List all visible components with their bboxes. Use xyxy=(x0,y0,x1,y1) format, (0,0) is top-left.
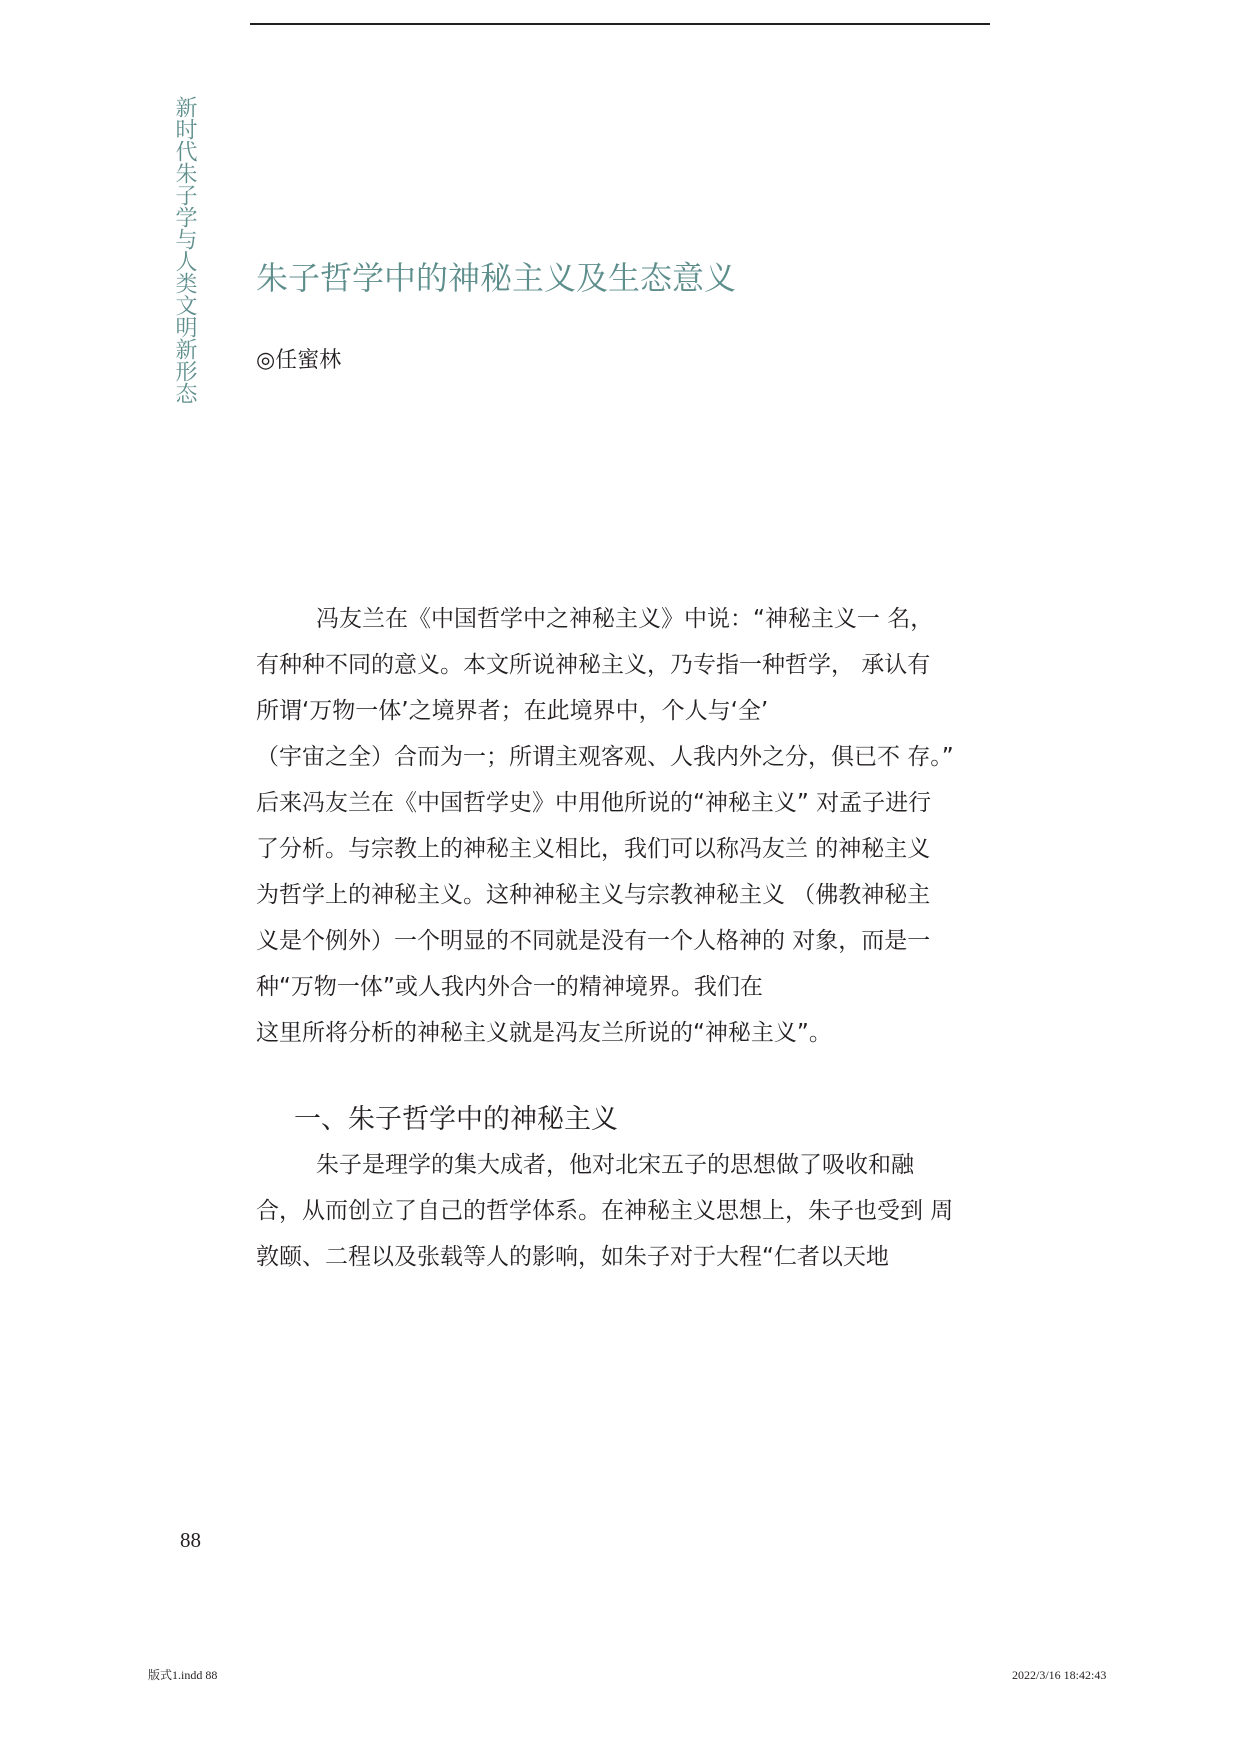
running-head-vertical: 新时代朱子学与人类文明新形态 xyxy=(172,96,197,404)
paragraph-line: 了分析。与宗教上的神秘主义相比，我们可以称冯友兰 的神秘主义 xyxy=(256,836,931,862)
paragraph-line: 敦颐、二程以及张载等人的影响，如朱子对于大程“仁者以天地 xyxy=(256,1244,889,1270)
author-byline: ◎任蜜林 xyxy=(256,348,342,373)
paragraph-line: 冯友兰在《中国哲学中之神秘主义》中说：“神秘主义一 名， xyxy=(316,606,934,632)
footer-timestamp: 2022/3/16 18:42:43 xyxy=(1012,1668,1107,1682)
page-number: 88 xyxy=(180,1528,201,1552)
paragraph-line: 义是个例外）一个明显的不同就是没有一个人格神的 对象，而是一 xyxy=(256,928,931,954)
paragraph-line: 后来冯友兰在《中国哲学史》中用他所说的“神秘主义” 对孟子进行 xyxy=(256,790,932,816)
footer-file-slug: 版式1.indd 88 xyxy=(148,1668,218,1682)
section-heading: 一、朱子哲学中的神秘主义 xyxy=(294,1104,618,1135)
intro-paragraph xyxy=(256,596,996,1056)
paragraph-line: 这里所将分析的神秘主义就是冯友兰所说的“神秘主义”。 xyxy=(256,1020,832,1046)
paragraph-line: 朱子是理学的集大成者，他对北宋五子的思想做了吸收和融 xyxy=(316,1152,914,1178)
paragraph-line: 种“万物一体”或人我内外合一的精神境界。我们在 xyxy=(256,974,763,1000)
top-rule xyxy=(250,23,990,25)
paragraph-line: 为哲学上的神秘主义。这种神秘主义与宗教神秘主义 （佛教神秘主 xyxy=(256,882,931,908)
section-1-paragraph xyxy=(256,1142,996,1280)
paragraph-line: 合，从而创立了自己的哲学体系。在神秘主义思想上，朱子也受到 周 xyxy=(256,1198,954,1224)
article-title: 朱子哲学中的神秘主义及生态意义 xyxy=(256,259,737,297)
paragraph-line: （宇宙之全）合而为一；所谓主观客观、人我内外之分，俱已不 存。” xyxy=(256,744,954,770)
paragraph-line: 所谓‘万物一体’之境界者；在此境界中，个人与‘全’ xyxy=(256,698,769,724)
paragraph-line: 有种种不同的意义。本文所说神秘主义，乃专指一种哲学， 承认有 xyxy=(256,652,931,678)
